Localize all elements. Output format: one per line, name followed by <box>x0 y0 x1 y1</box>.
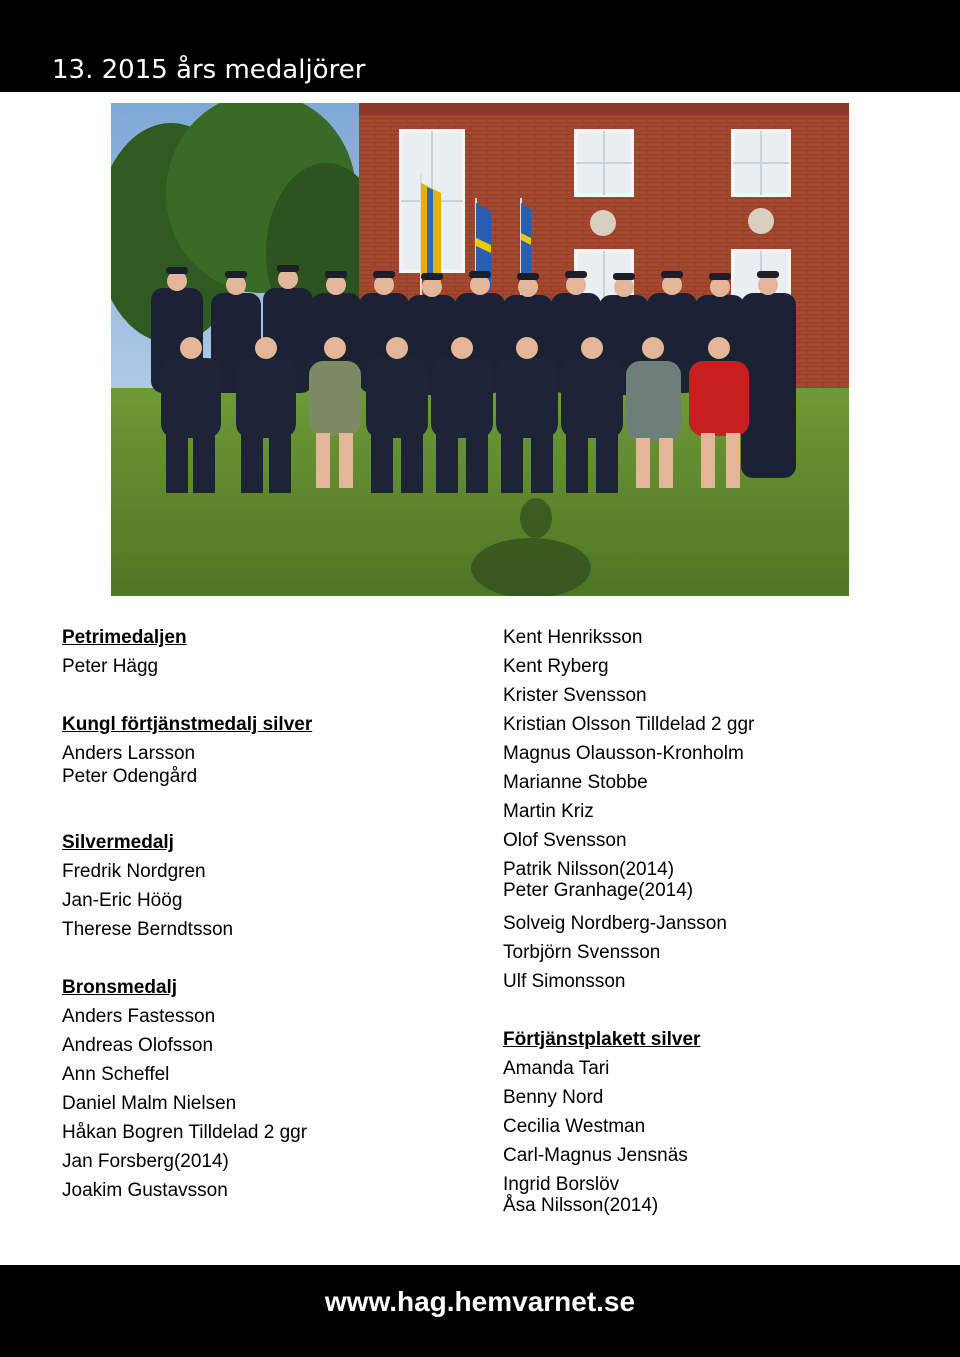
name-item: Carl-Magnus Jensnäs <box>503 1145 688 1166</box>
name-item: Peter Granhage(2014) <box>503 880 694 901</box>
name-item: Ingrid Borslöv <box>503 1174 620 1195</box>
name-item: Marianne Stobbe <box>503 772 648 793</box>
name-pair <box>503 855 923 903</box>
section-heading-bronsmedalj: Bronsmedalj <box>62 977 178 998</box>
name-item: Krister Svensson <box>503 685 647 706</box>
name-item: Kent Henriksson <box>503 627 643 648</box>
name-item: Benny Nord <box>503 1087 604 1108</box>
right-column <box>503 623 923 1218</box>
name-item: Peter Hägg <box>62 656 159 677</box>
name-item: Fredrik Nordgren <box>62 861 206 882</box>
name-item: Peter Odengård <box>62 766 198 787</box>
name-item: Daniel Malm Nielsen <box>62 1093 237 1114</box>
section-heading-kungl-fortjanstmedalj: Kungl förtjänstmedalj silver <box>62 714 313 735</box>
name-pair <box>503 1170 923 1218</box>
left-column <box>62 623 462 1205</box>
name-item: Åsa Nilsson(2014) <box>503 1195 659 1216</box>
group-photo-illustration <box>111 103 849 596</box>
page-title: 13. 2015 års medaljörer <box>52 55 366 85</box>
name-item: Håkan Bogren Tilldelad 2 ggr <box>62 1122 308 1143</box>
name-item: Amanda Tari <box>503 1058 610 1079</box>
section-heading-fortjanstplakett-silver: Förtjänstplakett silver <box>503 1029 701 1050</box>
section-heading-petrimedaljen: Petrimedaljen <box>62 627 187 648</box>
name-item: Patrik Nilsson(2014) <box>503 859 675 880</box>
name-item: Cecilia Westman <box>503 1116 646 1137</box>
name-item: Kristian Olsson Tilldelad 2 ggr <box>503 714 755 735</box>
name-item: Anders Larsson <box>62 743 196 764</box>
name-item: Olof Svensson <box>503 830 627 851</box>
name-item: Anders Fastesson <box>62 1006 216 1027</box>
name-item: Jan Forsberg(2014) <box>62 1151 229 1172</box>
group-photo <box>111 103 849 596</box>
name-item: Andreas Olofsson <box>62 1035 214 1056</box>
name-item: Ulf Simonsson <box>503 971 626 992</box>
name-item: Jan-Eric Höög <box>62 890 183 911</box>
name-item: Joakim Gustavsson <box>62 1180 228 1201</box>
name-item: Therese Berndtsson <box>62 919 234 940</box>
name-item: Magnus Olausson-Kronholm <box>503 743 744 764</box>
name-pair <box>62 739 462 787</box>
name-item: Ann Scheffel <box>62 1064 170 1085</box>
section-heading-silvermedalj: Silvermedalj <box>62 832 174 853</box>
name-item: Kent Ryberg <box>503 656 609 677</box>
name-item: Solveig Nordberg-Jansson <box>503 913 727 934</box>
name-item: Martin Kriz <box>503 801 594 822</box>
name-item: Torbjörn Svensson <box>503 942 661 963</box>
footer-website-url: www.hag.hemvarnet.se <box>324 1286 636 1317</box>
